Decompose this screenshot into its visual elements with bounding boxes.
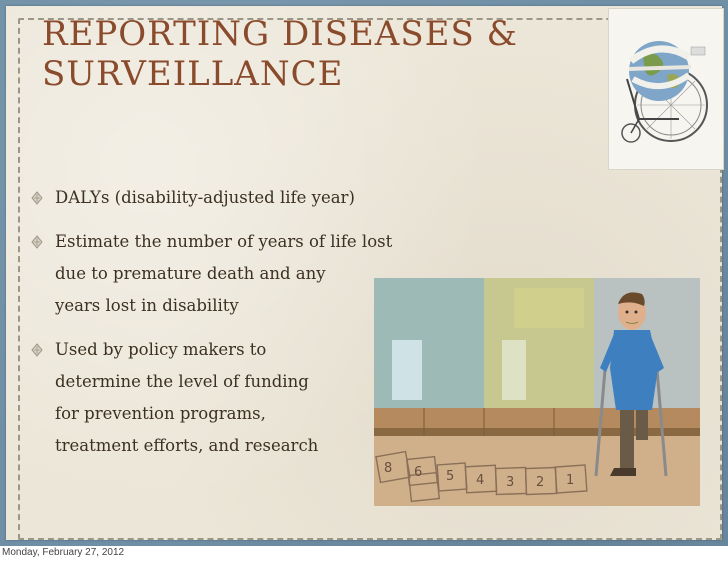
bullet-list bbox=[30, 182, 430, 474]
hopscotch-number: 5 bbox=[446, 469, 455, 484]
title-line-2: SURVEILLANCE bbox=[42, 54, 344, 94]
bullet-line: Estimate the number of years of life lost bbox=[55, 232, 393, 251]
bullet-line: treatment efforts, and research bbox=[55, 436, 319, 455]
slide-title bbox=[42, 14, 602, 94]
bullet-line: for prevention programs, bbox=[55, 404, 266, 423]
hopscotch-number: 6 bbox=[414, 465, 423, 480]
bullet-item bbox=[30, 182, 430, 214]
hopscotch-number: 2 bbox=[536, 475, 545, 490]
diamond-bullet-icon bbox=[30, 343, 44, 357]
street-scene-illustration bbox=[374, 278, 700, 506]
bullet-line: determine the level of funding bbox=[55, 372, 309, 391]
globe-wheelchair-illustration bbox=[608, 8, 724, 170]
bullet-line: years lost in disability bbox=[55, 296, 239, 315]
bullet-item bbox=[30, 334, 430, 462]
hopscotch-number: 3 bbox=[506, 475, 515, 490]
bullet-line: DALYs (disability-adjusted life year) bbox=[55, 188, 355, 207]
title-line-1: REPORTING DISEASES & bbox=[42, 14, 518, 54]
diamond-bullet-icon bbox=[30, 235, 44, 249]
footer-date: Monday, February 27, 2012 bbox=[2, 547, 125, 558]
bullet-item bbox=[30, 226, 430, 322]
diamond-bullet-icon bbox=[30, 191, 44, 205]
hopscotch-number: 1 bbox=[566, 473, 575, 488]
hopscotch-number: 4 bbox=[476, 473, 485, 488]
hopscotch-number: 8 bbox=[384, 461, 393, 476]
bullet-line: due to premature death and any bbox=[55, 264, 326, 283]
bullet-line: Used by policy makers to bbox=[55, 340, 267, 359]
